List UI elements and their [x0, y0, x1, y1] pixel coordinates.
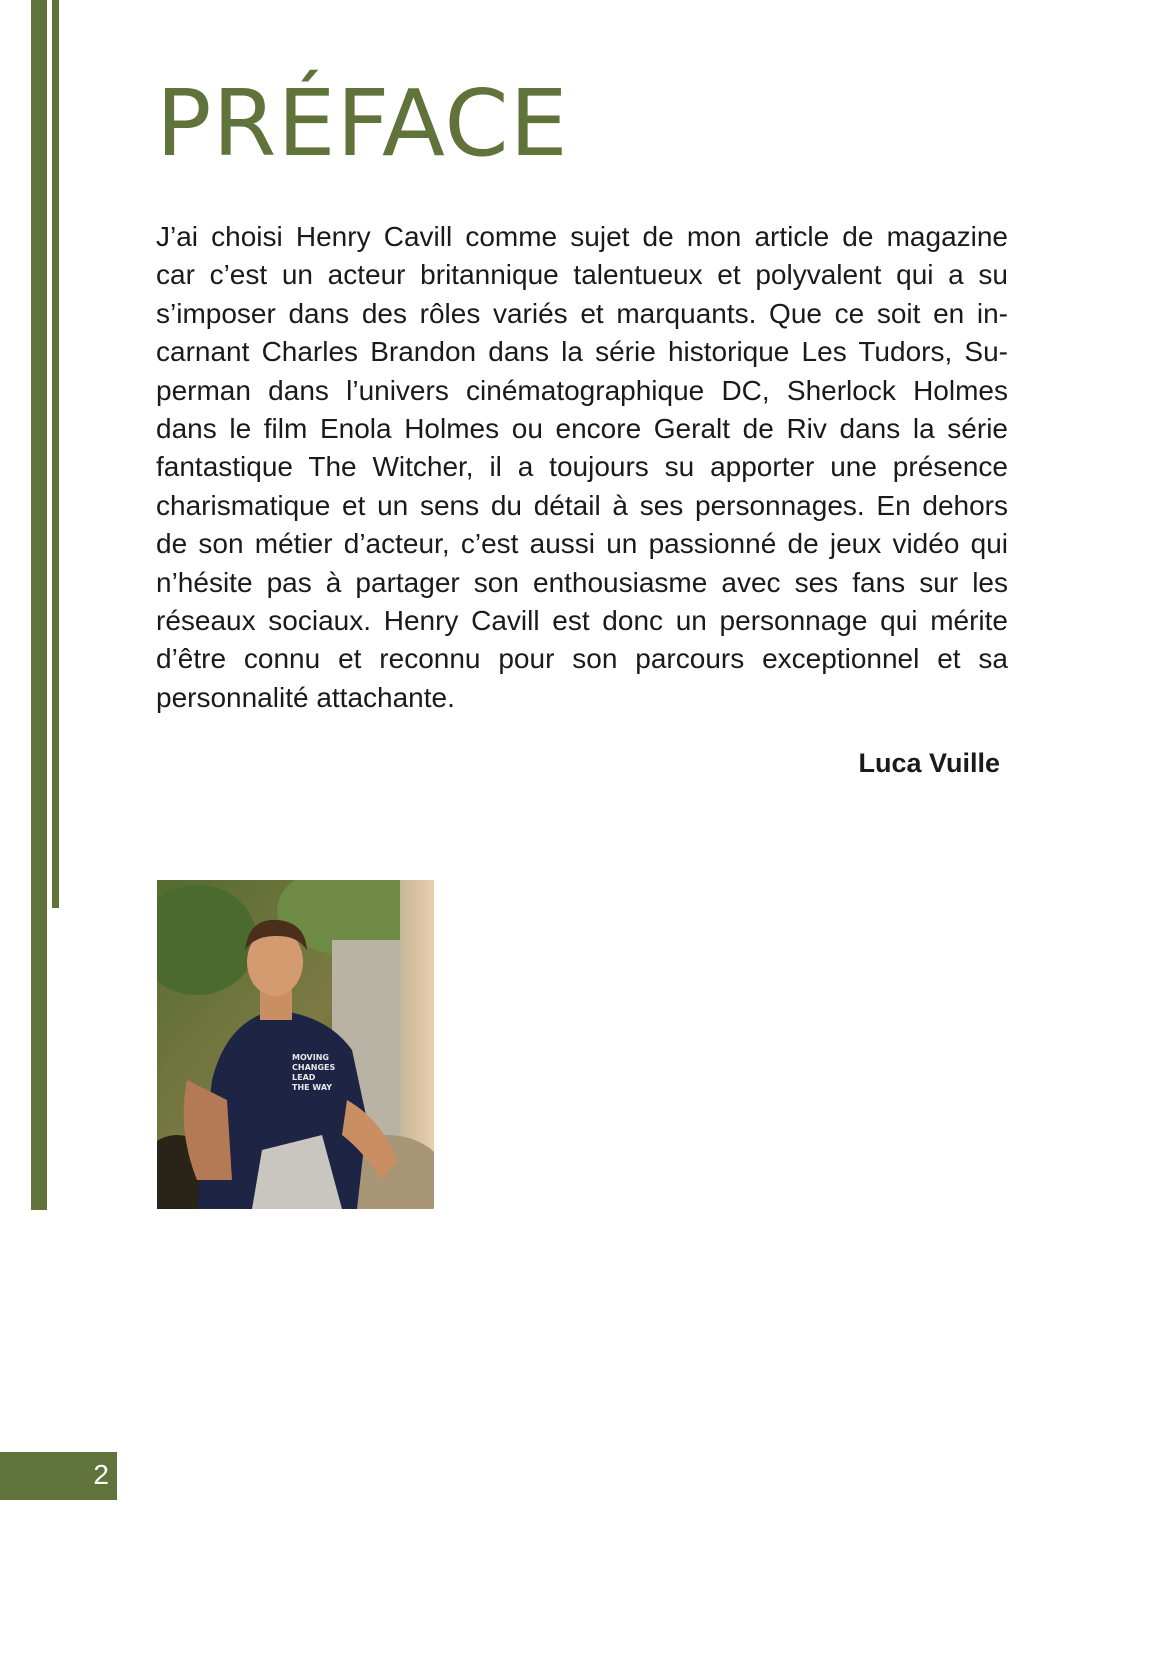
- preface-line: car c’est un acteur britannique talentueux et polyvalent qui a su: [156, 259, 1008, 291]
- author-photo: [157, 880, 434, 1209]
- page-number-tab: [0, 1452, 117, 1500]
- shirt-print-line: CHANGES: [292, 1063, 336, 1072]
- preface-line: n’hésite pas à partager son enthousiasme avec ses fans sur les: [156, 566, 1008, 598]
- preface-line: perman dans l’univers cinématographique DC, Sherlock Holmes: [156, 374, 1008, 406]
- preface-line: J’ai choisi Henry Cavill comme sujet de mon article de magazine: [156, 221, 1008, 252]
- preface-line: personnalité attachante.: [156, 681, 455, 713]
- page-title: PRÉFACE: [156, 70, 569, 177]
- preface-line: réseaux sociaux. Henry Cavill est donc un personnage qui mérite: [156, 605, 1008, 637]
- preface-line: fantastique The Witcher, il a toujours su apporter une présence: [156, 451, 1008, 483]
- shirt-print-line: MOVING: [292, 1053, 329, 1062]
- shirt-print-line: THE WAY: [292, 1083, 333, 1092]
- preface-line: d’être connu et reconnu pour son parcours exceptionnel et sa: [156, 643, 1008, 675]
- decorative-bar-thin: [52, 0, 59, 908]
- preface-line: dans le film Enola Holmes ou encore Geralt de Riv dans la série: [156, 413, 1008, 445]
- preface-line: de son métier d’acteur, c’est aussi un passionné de jeux vidéo qui: [156, 528, 1008, 560]
- preface-line: s’imposer dans des rôles variés et marquants. Que ce soit en in-: [156, 297, 1008, 329]
- preface-line: charismatique et un sens du détail à ses personnages. En dehors: [156, 489, 1008, 521]
- preface-text: [156, 218, 1008, 717]
- shirt-print-line: LEAD: [292, 1073, 316, 1082]
- author-signature: Luca Vuille: [858, 748, 1000, 778]
- page-number: 2: [93, 1459, 109, 1490]
- decorative-bar-thick: [31, 0, 47, 1210]
- preface-line: carnant Charles Brandon dans la série historique Les Tudors, Su-: [156, 336, 1008, 368]
